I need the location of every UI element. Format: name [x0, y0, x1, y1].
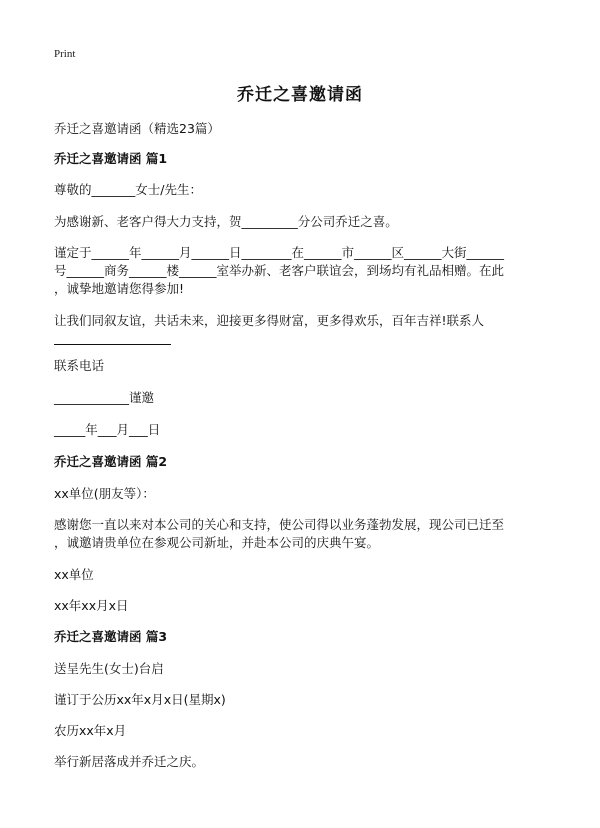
body-line: 谨订于公历xx年x月x日(星期x) [54, 692, 226, 707]
body-line: 送呈先生(女士)台启 [54, 661, 164, 676]
body-line: 让我们同叙友谊，共话未来，迎接更多得财富，更多得欢乐，百年吉祥!联系人 [54, 313, 485, 328]
section-heading-2: 乔迁之喜邀请函 篇2 [54, 454, 168, 469]
section-heading-3: 乔迁之喜邀请函 篇3 [54, 629, 168, 644]
body-line: 举行新居落成并乔迁之庆。 [54, 754, 205, 769]
body-line: 为感谢新、老客户得大力支持，贺_________分公司乔迁之喜。 [54, 214, 398, 229]
contact-phone-label: 联系电话 [54, 358, 105, 373]
contact-blank-line [54, 344, 171, 345]
body-line: 谨定于______年______月______日________在______市______区______大街______ [54, 245, 505, 260]
greeting-line: 尊敬的_______女士/先生： [54, 182, 202, 197]
date-line: xx年xx月x日 [54, 598, 129, 613]
body-line: ，诚挚地邀请您得参加! [54, 281, 185, 296]
sender-line: xx单位 [54, 567, 94, 582]
signature-line: ____________谨邀 [54, 390, 155, 405]
body-line: ，诚邀请贵单位在参观公司新址，并赴本公司的庆典午宴。 [54, 535, 380, 550]
recipient-line: xx单位(朋友等）： [54, 486, 155, 501]
body-line: 号______商务______楼______室举办新、老客户联谊会，到场均有礼品相赠。在此 [54, 263, 505, 278]
body-line: 农历xx年x月 [54, 723, 127, 738]
print-label: Print [54, 48, 76, 60]
date-line: _____年___月___日 [54, 422, 161, 437]
page-title: 乔迁之喜邀请函 [237, 85, 363, 105]
section-heading-1: 乔迁之喜邀请函 篇1 [54, 151, 168, 166]
body-line: 感谢您一直以来对本公司的关心和支持，使公司得以业务蓬勃发展，现公司已迁至 [54, 517, 505, 532]
document-subtitle: 乔迁之喜邀请函（精选23篇） [54, 121, 220, 136]
